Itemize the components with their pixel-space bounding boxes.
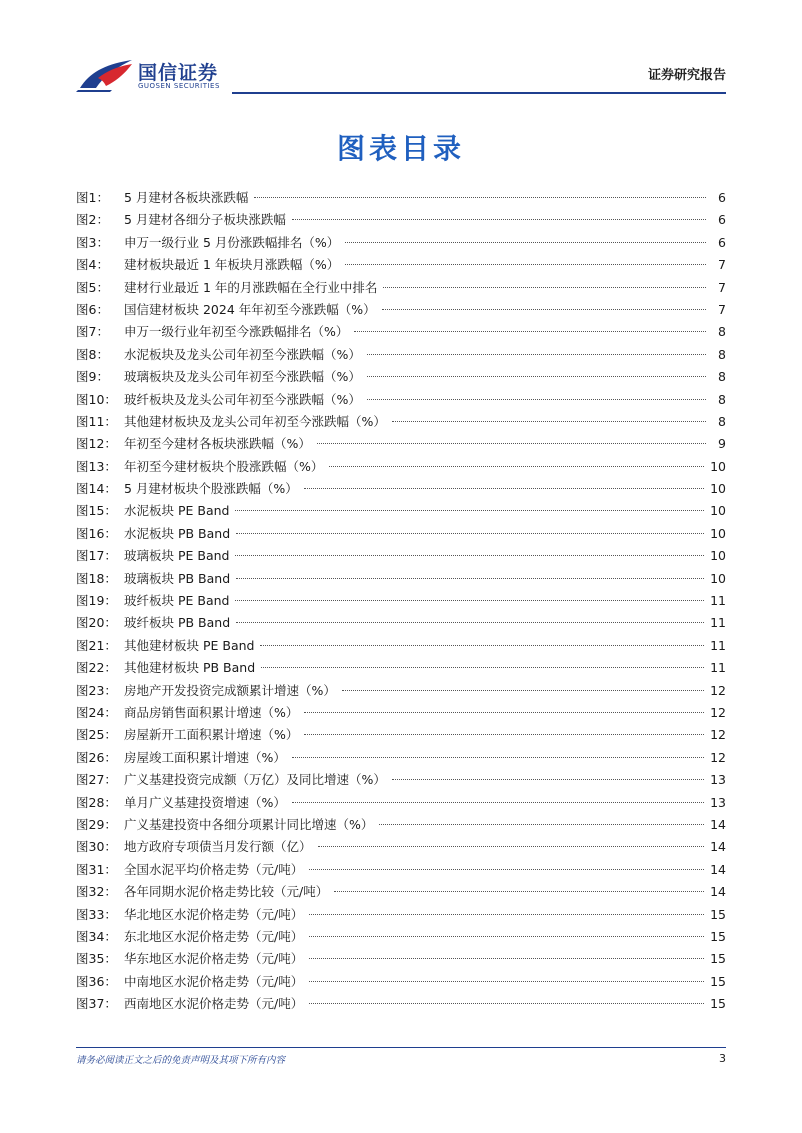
toc-entry-title: 玻璃板块及龙头公司年初至今涨跌幅（%） bbox=[124, 369, 361, 385]
toc-entry-number: 图1： bbox=[76, 190, 109, 205]
toc-entry-title: 其他建材板块及龙头公司年初至今涨跌幅（%） bbox=[124, 413, 386, 429]
toc-entry-page: 12 bbox=[710, 704, 726, 720]
toc-entry-number: 图2： bbox=[76, 212, 109, 228]
toc-entry-number: 图10： bbox=[76, 391, 117, 407]
toc-entry[interactable] bbox=[76, 971, 726, 993]
toc-entry-number: 图22： bbox=[76, 660, 117, 676]
toc-entry-title: 申万一级行业 5 月份涨跌幅排名（%） bbox=[124, 234, 340, 250]
toc-dot-leader bbox=[329, 466, 704, 467]
toc-entry-page: 10 bbox=[710, 570, 726, 586]
toc-entry-title: 东北地区水泥价格走势（元/吨） bbox=[124, 928, 304, 944]
toc-entry-page: 10 bbox=[710, 525, 726, 541]
toc-entry[interactable] bbox=[76, 657, 726, 679]
figure-toc-list bbox=[76, 187, 726, 1015]
toc-entry-page: 6 bbox=[718, 212, 726, 228]
toc-entry-title: 其他建材板块 PB Band bbox=[124, 660, 256, 676]
toc-entry-page: 14 bbox=[710, 861, 726, 877]
toc-entry[interactable] bbox=[76, 792, 726, 814]
toc-dot-leader bbox=[236, 578, 704, 579]
toc-entry-title: 建材板块最近 1 年板块月涨跌幅（%） bbox=[124, 257, 340, 273]
toc-entry[interactable] bbox=[76, 948, 726, 970]
toc-entry-title: 申万一级行业年初至今涨跌幅排名（%） bbox=[124, 324, 349, 340]
toc-entry-number: 图35： bbox=[76, 951, 117, 967]
toc-entry-page: 12 bbox=[710, 749, 726, 765]
toc-entry[interactable] bbox=[76, 500, 726, 522]
toc-entry[interactable] bbox=[76, 769, 726, 791]
toc-entry-number: 图18： bbox=[76, 570, 117, 586]
toc-entry-title: 房屋新开工面积累计增速（%） bbox=[124, 727, 299, 743]
toc-entry[interactable] bbox=[76, 277, 726, 299]
toc-entry-page: 7 bbox=[718, 301, 726, 317]
toc-entry[interactable] bbox=[76, 545, 726, 567]
toc-entry-page: 10 bbox=[710, 503, 726, 519]
toc-entry[interactable] bbox=[76, 612, 726, 634]
toc-entry-number: 图34： bbox=[76, 928, 117, 944]
header-divider bbox=[232, 92, 726, 94]
toc-entry[interactable] bbox=[76, 904, 726, 926]
toc-entry[interactable] bbox=[76, 232, 726, 254]
toc-entry-title: 5 月建材板块个股涨跌幅（%） bbox=[124, 481, 298, 497]
toc-entry[interactable] bbox=[76, 433, 726, 455]
toc-entry-title: 年初至今建材板块个股涨跌幅（%） bbox=[124, 458, 324, 474]
toc-entry-number: 图21： bbox=[76, 637, 117, 653]
toc-dot-leader bbox=[304, 734, 704, 735]
toc-entry-number: 图36： bbox=[76, 973, 117, 989]
toc-dot-leader bbox=[236, 533, 704, 534]
toc-entry-page: 8 bbox=[718, 369, 726, 385]
toc-entry-number: 图6： bbox=[76, 301, 109, 317]
toc-entry-title: 全国水泥平均价格走势（元/吨） bbox=[124, 861, 304, 877]
toc-dot-leader bbox=[382, 309, 706, 310]
toc-entry[interactable] bbox=[76, 456, 726, 478]
guosen-logo-icon bbox=[76, 58, 134, 92]
toc-entry-title: 西南地区水泥价格走势（元/吨） bbox=[124, 996, 304, 1012]
toc-entry-page: 15 bbox=[710, 996, 726, 1012]
toc-entry[interactable] bbox=[76, 836, 726, 858]
toc-entry-number: 图20： bbox=[76, 615, 117, 631]
toc-entry-page: 15 bbox=[710, 928, 726, 944]
toc-entry-title: 5 月建材各板块涨跌幅 bbox=[124, 190, 249, 205]
toc-entry[interactable] bbox=[76, 635, 726, 657]
toc-dot-leader bbox=[392, 421, 706, 422]
toc-entry-number: 图37： bbox=[76, 996, 117, 1012]
toc-dot-leader bbox=[236, 622, 704, 623]
toc-entry[interactable] bbox=[76, 568, 726, 590]
toc-entry-number: 图25： bbox=[76, 727, 117, 743]
toc-dot-leader bbox=[392, 779, 704, 780]
page-number: 3 bbox=[719, 1052, 726, 1065]
toc-entry[interactable] bbox=[76, 747, 726, 769]
toc-entry-number: 图4： bbox=[76, 257, 109, 273]
toc-entry-number: 图24： bbox=[76, 704, 117, 720]
toc-dot-leader bbox=[261, 667, 704, 668]
toc-dot-leader bbox=[235, 555, 704, 556]
toc-entry-number: 图31： bbox=[76, 861, 117, 877]
toc-entry-number: 图14： bbox=[76, 481, 117, 497]
toc-dot-leader bbox=[309, 869, 704, 870]
toc-entry-number: 图19： bbox=[76, 593, 117, 609]
toc-dot-leader bbox=[254, 197, 706, 198]
page-header bbox=[76, 54, 726, 94]
toc-entry[interactable] bbox=[76, 724, 726, 746]
toc-dot-leader bbox=[235, 600, 704, 601]
toc-entry-page: 14 bbox=[710, 884, 726, 900]
toc-entry-number: 图29： bbox=[76, 816, 117, 832]
toc-entry-number: 图30： bbox=[76, 839, 117, 855]
toc-entry-page: 14 bbox=[710, 839, 726, 855]
toc-entry-title: 其他建材板块 PE Band bbox=[124, 637, 255, 653]
toc-entry[interactable] bbox=[76, 411, 726, 433]
toc-entry-title: 玻纤板块 PE Band bbox=[124, 593, 230, 609]
toc-entry-number: 图12： bbox=[76, 436, 117, 452]
toc-entry-title: 华东地区水泥价格走势（元/吨） bbox=[124, 951, 304, 967]
toc-entry-number: 图5： bbox=[76, 279, 109, 295]
toc-dot-leader bbox=[309, 914, 704, 915]
toc-entry[interactable] bbox=[76, 209, 726, 231]
toc-entry-page: 15 bbox=[710, 906, 726, 922]
toc-dot-leader bbox=[260, 645, 704, 646]
page-title: 图表目录 bbox=[336, 132, 465, 165]
toc-entry-page: 15 bbox=[710, 973, 726, 989]
toc-dot-leader bbox=[367, 376, 706, 377]
toc-entry[interactable] bbox=[76, 926, 726, 948]
toc-entry[interactable] bbox=[76, 680, 726, 702]
toc-entry[interactable] bbox=[76, 299, 726, 321]
toc-entry-number: 图15： bbox=[76, 503, 117, 519]
toc-entry-page: 14 bbox=[710, 816, 726, 832]
toc-entry-title: 玻纤板块及龙头公司年初至今涨跌幅（%） bbox=[124, 391, 361, 407]
toc-entry-page: 11 bbox=[710, 615, 726, 631]
toc-entry-title: 玻璃板块 PB Band bbox=[124, 570, 231, 586]
toc-dot-leader bbox=[317, 443, 706, 444]
toc-entry-page: 10 bbox=[710, 481, 726, 497]
toc-entry-number: 图3： bbox=[76, 234, 109, 250]
toc-dot-leader bbox=[367, 354, 706, 355]
toc-entry-title: 房地产开发投资完成额累计增速（%） bbox=[124, 682, 336, 698]
toc-entry-number: 图17： bbox=[76, 548, 117, 564]
toc-entry-title: 建材行业最近 1 年的月涨跌幅在全行业中排名 bbox=[124, 279, 378, 295]
toc-entry-title: 水泥板块及龙头公司年初至今涨跌幅（%） bbox=[124, 346, 361, 362]
toc-entry-page: 7 bbox=[718, 257, 726, 273]
toc-entry[interactable] bbox=[76, 881, 726, 903]
toc-entry-page: 6 bbox=[718, 234, 726, 250]
toc-entry-number: 图23： bbox=[76, 682, 117, 698]
toc-entry-page: 8 bbox=[718, 391, 726, 407]
toc-entry-number: 图26： bbox=[76, 749, 117, 765]
toc-entry-title: 国信建材板块 2024 年年初至今涨跌幅（%） bbox=[124, 301, 376, 317]
toc-entry-title: 水泥板块 PE Band bbox=[124, 503, 230, 519]
toc-dot-leader bbox=[309, 981, 704, 982]
toc-entry-title: 水泥板块 PB Band bbox=[124, 525, 231, 541]
toc-entry-title: 广义基建投资中各细分项累计同比增速（%） bbox=[124, 816, 374, 832]
toc-dot-leader bbox=[309, 958, 704, 959]
toc-entry[interactable] bbox=[76, 321, 726, 343]
toc-entry-page: 11 bbox=[710, 660, 726, 676]
toc-entry-page: 8 bbox=[718, 413, 726, 429]
toc-entry[interactable] bbox=[76, 478, 726, 500]
toc-entry-page: 12 bbox=[710, 727, 726, 743]
toc-dot-leader bbox=[318, 846, 705, 847]
toc-entry-title: 商品房销售面积累计增速（%） bbox=[124, 704, 299, 720]
report-type-label: 证券研究报告 bbox=[647, 68, 726, 83]
toc-entry-title: 广义基建投资完成额（万亿）及同比增速（%） bbox=[124, 772, 386, 788]
toc-entry-number: 图13： bbox=[76, 458, 117, 474]
toc-entry[interactable] bbox=[76, 254, 726, 276]
toc-entry-title: 房屋竣工面积累计增速（%） bbox=[124, 749, 286, 765]
toc-entry[interactable] bbox=[76, 187, 726, 209]
toc-entry[interactable] bbox=[76, 344, 726, 366]
toc-dot-leader bbox=[304, 488, 704, 489]
toc-entry[interactable] bbox=[76, 523, 726, 545]
toc-dot-leader bbox=[304, 712, 704, 713]
toc-entry-page: 10 bbox=[710, 548, 726, 564]
toc-entry-number: 图33： bbox=[76, 906, 117, 922]
toc-dot-leader bbox=[345, 264, 706, 265]
toc-entry-title: 华北地区水泥价格走势（元/吨） bbox=[124, 906, 304, 922]
toc-entry-title: 5 月建材各细分子板块涨跌幅 bbox=[124, 212, 286, 228]
toc-entry-title: 年初至今建材各板块涨跌幅（%） bbox=[124, 436, 311, 452]
toc-entry-title: 地方政府专项债当月发行额（亿） bbox=[124, 839, 312, 855]
toc-entry[interactable] bbox=[76, 993, 726, 1015]
toc-entry-page: 7 bbox=[718, 279, 726, 295]
toc-dot-leader bbox=[342, 690, 704, 691]
toc-entry[interactable] bbox=[76, 814, 726, 836]
toc-dot-leader bbox=[354, 331, 706, 332]
toc-dot-leader bbox=[383, 287, 706, 288]
toc-entry[interactable] bbox=[76, 389, 726, 411]
toc-dot-leader bbox=[334, 891, 704, 892]
toc-entry-page: 9 bbox=[718, 436, 726, 452]
toc-dot-leader bbox=[367, 399, 706, 400]
toc-dot-leader bbox=[345, 242, 706, 243]
toc-entry-page: 13 bbox=[710, 772, 726, 788]
toc-entry-number: 图27： bbox=[76, 772, 117, 788]
toc-entry-title: 各年同期水泥价格走势比较（元/吨） bbox=[124, 884, 329, 900]
footer-disclaimer: 请务必阅读正文之后的免责声明及其项下所有内容 bbox=[76, 1055, 286, 1066]
toc-entry[interactable] bbox=[76, 590, 726, 612]
toc-entry-page: 11 bbox=[710, 593, 726, 609]
toc-entry-page: 8 bbox=[718, 324, 726, 340]
toc-entry-page: 8 bbox=[718, 346, 726, 362]
toc-entry-number: 图16： bbox=[76, 525, 117, 541]
toc-dot-leader bbox=[379, 824, 704, 825]
toc-entry-page: 10 bbox=[710, 458, 726, 474]
toc-dot-leader bbox=[309, 1003, 704, 1004]
toc-dot-leader bbox=[235, 510, 704, 511]
toc-entry-title: 玻纤板块 PB Band bbox=[124, 615, 231, 631]
toc-entry-title: 玻璃板块 PE Band bbox=[124, 548, 230, 564]
company-name-cn: 国信证券 bbox=[138, 62, 219, 84]
toc-dot-leader bbox=[292, 219, 706, 220]
toc-entry-page: 11 bbox=[710, 637, 726, 653]
toc-dot-leader bbox=[292, 757, 704, 758]
toc-entry-page: 13 bbox=[710, 794, 726, 810]
toc-entry[interactable] bbox=[76, 859, 726, 881]
toc-entry-number: 图11： bbox=[76, 413, 117, 429]
toc-dot-leader bbox=[292, 802, 704, 803]
toc-entry-number: 图7： bbox=[76, 324, 109, 340]
toc-entry-number: 图32： bbox=[76, 884, 117, 900]
toc-entry-page: 6 bbox=[718, 190, 726, 205]
company-name-en: GUOSEN SECURITIES bbox=[138, 82, 220, 90]
footer-divider bbox=[76, 1047, 726, 1048]
toc-entry[interactable] bbox=[76, 702, 726, 724]
toc-dot-leader bbox=[309, 936, 704, 937]
toc-entry[interactable] bbox=[76, 366, 726, 388]
toc-entry-number: 图28： bbox=[76, 794, 117, 810]
toc-entry-page: 15 bbox=[710, 951, 726, 967]
toc-entry-number: 图9： bbox=[76, 369, 109, 385]
toc-entry-title: 中南地区水泥价格走势（元/吨） bbox=[124, 973, 304, 989]
toc-entry-title: 单月广义基建投资增速（%） bbox=[124, 794, 286, 810]
toc-entry-number: 图8： bbox=[76, 346, 109, 362]
toc-entry-page: 12 bbox=[710, 682, 726, 698]
